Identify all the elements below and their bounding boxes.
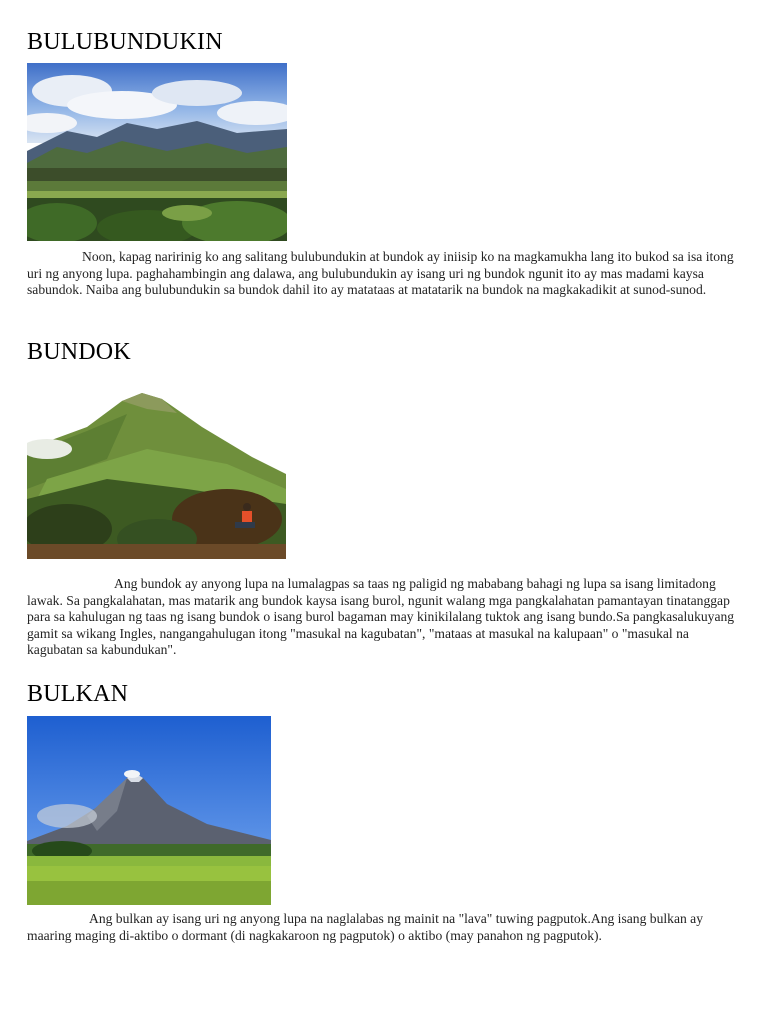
paragraph-bulkan: Ang bulkan ay isang uri ng anyong lupa na naglalabas ng mainit na "lava" tuwing pagputok.Ang isang bulkan ay maaring maging di-aktibo o dormant (di nagkakaroon ng pagputok) o aktibo (may panahon ng pagputok). [27, 911, 704, 943]
section-title-bundok: BUNDOK [27, 339, 131, 365]
paragraph-bundok: Ang bundok ay anyong lupa na lumalagpas sa taas ng paligid ng mababang bahagi ng lupa sa isang limitadong lawak. Sa pangkalahatan, mas matarik ang bundok kaysa isang burol, ngunit walang mga pangkalahatan pamantayan tinatanggap para sa kahulugan ng taas ng isang bundok o isang burol bagaman may kinikilalang tuktok ang isang bundo.Sa pangkasalukuyang gamit sa wikang Ingles, nangangahulugan itong "masukal na kagubatan", "mataas at masukal na kalupaan" o "masukal na kagubatan sa kabundukan". [27, 576, 735, 657]
section-title-bulubundukin: BULUBUNDUKIN [27, 29, 223, 55]
mountain-photo [27, 379, 286, 559]
volcano-photo [27, 716, 271, 905]
mountain-range-photo [27, 63, 287, 241]
paragraph-bulubundukin: Noon, kapag naririnig ko ang salitang bulubundukin at bundok ay iniisip ko na magkamukha lang ito bukod sa isa itong uri ng anyong lupa. paghahambingin ang dalawa, ang bulubundukin ay isang uri ng bundok ngunit ito ay mas madami kaysa sabundok. Naiba ang bulubundukin sa bundok dahil ito ay matataas at matatarik na bundok na magkakadikit at sunod-sunod. [27, 249, 734, 297]
section-title-bulkan: BULKAN [27, 681, 129, 707]
